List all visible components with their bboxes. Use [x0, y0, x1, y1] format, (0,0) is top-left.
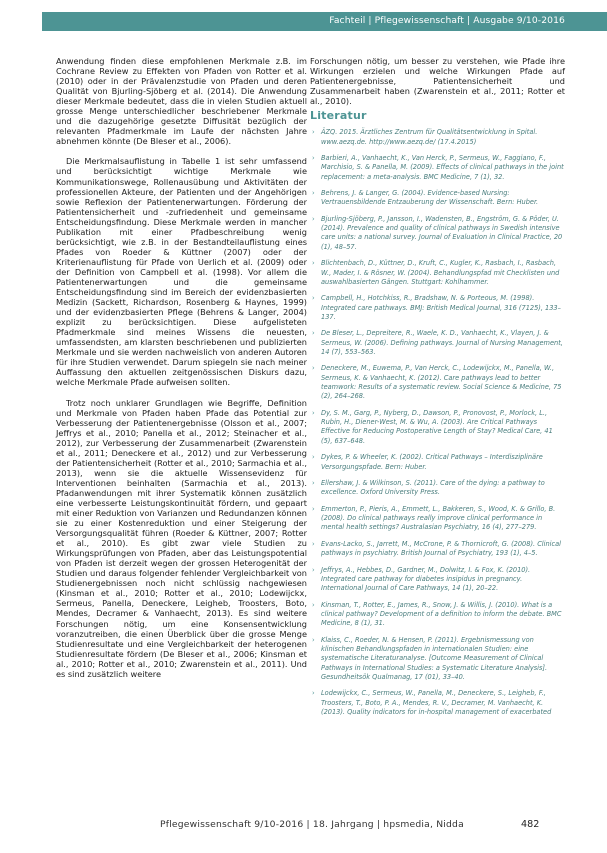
reference-item [310, 540, 565, 559]
reference-item [310, 128, 565, 147]
body-paragraph: Forschungen nötig, um besser zu verstehen, wie Pfade ihre Wirkungen erzielen und welche Wirkungen Pfade auf Patientenergebnisse, Patientensicherheit und Zusammenarbeit haben (Zwarenstein et al., 2011; Rotter et al., 2010). [310, 56, 565, 107]
bullet-icon: › [312, 214, 315, 223]
bullet-icon: › [312, 453, 315, 462]
reference-item [310, 636, 565, 682]
reference-item [310, 689, 565, 717]
reference-item [310, 601, 565, 629]
bullet-icon: › [312, 689, 315, 698]
bullet-icon: › [312, 294, 315, 303]
left-column [56, 56, 307, 689]
section-heading-literatur: Literatur [310, 109, 367, 123]
bullet-icon: › [312, 364, 315, 373]
reference-text: Dykes, P. & Wheeler, K. (2002). Critical Pathways – Interdisziplinäre Versorgungspfade. Bern: Huber. [321, 453, 543, 471]
bullet-icon: › [312, 479, 315, 488]
body-paragraph: Trotz noch unklarer Grundlagen wie Begriffe, Definition und Merkmale von Pfaden haben Pfade das Potential zur Verbesserung der Patientenergebnisse (Olsson et al., 2007; Jeffrys et al., 2010; Panella et al., 2012; Steinacher et al., 2012), zur Verbesserung der Zusammenarbeit (Zwarenstein et al., 2011; Deneckere et al., 2012) und zur Verbesserung der Patientensicherheit (Rotter et al., 2010; Sarmachia et al., 2013), wenn sie die aktuelle Wissensevidenz für Interventionen beinhalten (Sarmachia et al., 2013). Pfadanwendungen mit ihrer Systematik können zusätzlich eine verbesserte Leistungskontinuität fördern, und gepaart mit einer Reduktion von Varianzen und Redundanzen können sie zu einer Kostenreduktion und einer Steigerung der Versorgungsqualität führen (Roeder & Küttner, 2007; Rotter et al., 2010). Es gibt zwar viele Studien zu Wirkungsprüfungen von Pfaden, aber das Leistungspotential von Pfaden ist derzeit wegen der grossen Heterogenität der Studien und daraus folgender fehlender Vergleichbarkeit von Studienergebnissen noch nicht schlüssig nachgewiesen (Kinsman et al., 2010; Rotter et al., 2010; Lodewijckx, Sermeus, Panella, Deneckere, Leigheb, Troosters, Boto, Mendes, Decramer & Vanhaecht, 2013). Es sind weitere Forschungen nötig, um eine Konsensentwicklung voranzutreiben, die einen Überblick über die grosse Menge Studienresultate und eine Vergleichbarkeit der heterogenen Studienresultate fördern (De Bleser et al., 2006; Kinsman et al., 2010; Rotter et al., 2010; Zwarenstein et al., 2011). Und es sind zusätzlich weitere [56, 397, 307, 679]
bullet-icon: › [312, 565, 315, 574]
reference-text: Klaiss, C., Roeder, N. & Hensen, P. (2011). Ergebnismessung von klinischen Behandlungspfaden in internationalen Studien: eine systematische Literaturanalyse. [Outcome Measurement of Clinical Pathways in International Studies: a Systematic Literature Analysis]. Gesundheitsök Qualmanag, 17 (01), 33–40. [321, 635, 548, 681]
reference-text: Deneckere, M., Euwema, P., Van Herck, C., Lodewijckx, M., Panella, W., Sermeus, K. & Vanhaecht, K. (2012). Care pathways lead to better teamwork: Results of a systematic review. Social Science & Medicine, 75 (2), 264–268. [321, 364, 562, 401]
bullet-icon: › [312, 635, 315, 644]
reference-text: Emmerton, P., Pieris, A., Emmett, L., Bakkeren, S., Wood, K. & Grillo, B. (2008). Do clinical pathways really improve clinical performance in mental health settings? Australasian Psychiatry, 16 (4), 277–279. [321, 504, 556, 532]
reference-item [310, 479, 565, 498]
body-paragraph: Die Merkmalsauflistung in Tabelle 1 ist sehr umfassend und berücksichtigt wichtige Merkmale wie Kommunikationswege, Rollenausübung und Aktivitäten der professionellen Akteure, der Patienten und der Angehörigen sowie Reflexion der Patientenerwartungen. Förderung der Patientensicherheit und -zufriedenheit und gemeinsame Entscheidungsfindung. Diese Merkmale werden in mancher Publikation mit einer Pfadbeschreibung wenig berücksichtigt, wie z.B. in der Bestandteilauflistung eines Pfades von Roeder & Küttner (2007) oder der Kriterienauflistung für Pfade von Uerlich et al. (2009) oder der Definition von Campbell et al. (1998). Vor allem die Patientenerwartungen und die gemeinsame Entscheidungsfindung sind im Bereich der evidenzbasierten Medizin (Sackett, Richardson, Rosenberg & Haynes, 1999) und der evidenzbasierten Pflege (Behrens & Langer, 2004) explizit zu berücksichtigen. Diese aufgelisteten Pfadmerkmale sind meines Wissens die neuesten, umfassendsten, am klarsten beschriebenen und publizierten Merkmale und sie werden nachweislich von anderen Autoren für ihre Studien verwendet. Darum spiegeln sie nach meiner Auffassung den aktuellen zeitgenössischen Diskurs dazu, welche Merkmale Pfade aufweisen sollten. [56, 156, 307, 388]
reference-item [310, 505, 565, 533]
footer-publication: Pflegewissenschaft 9/10-2016 | 18. Jahrgang | hpsmedia, Nidda [160, 819, 464, 830]
reference-item [310, 329, 565, 357]
reference-text: Lodewijckx, C., Sermeus, W., Panella, M., Deneckere, S., Leigheb, F., Troosters, T., Boto, P. A., Mendes, R. V., Decramer, M. Vanhaecht, K. (2013). Quality indicators for in-hospital management of exacerbated [321, 689, 552, 717]
reference-text: ÄZQ. 2015. Ärztliches Zentrum für Qualitätsentwicklung in Spital. www.aezq.de. http://www.aezq.de/ (17.4.2015) [321, 128, 538, 146]
bullet-icon: › [312, 408, 315, 417]
reference-text: Jeffrys, A., Hebbes, D., Gardner, M., Dolwitz, I. & Fox, K. (2010). Integrated care pathway for diabetes insipidus in pregnancy. International Journal of Care Pathways, 14 (1), 20–22. [321, 565, 531, 593]
reference-item [310, 409, 565, 446]
bullet-icon: › [312, 154, 315, 163]
reference-text: Barbieri, A., Vanhaecht, K., Van Herck, P., Sermeus, W., Faggiano, F., Marchisio, S. & Panella, M. (2009). Effects of clinical pathways in the joint replacement: a meta-analysis. BMC Medicine, 7 (1), 32. [321, 154, 564, 181]
right-column [310, 56, 565, 725]
reference-text: De Bleser, L., Depreitere, R., Waele, K. D., Vanhaecht, K., Vlayen, J. & Sermeus, W. (2006). Defining pathways. Journal of Nursing Management, 14 (7), 553–563. [321, 329, 563, 356]
reference-item [310, 364, 565, 401]
reference-text: Campbell, H., Hotchkiss, R., Bradshaw, N. & Porteous, M. (1998). Integrated care pathways. BMJ: British Medical Journal, 316 (7125), 133–137. [321, 294, 561, 321]
reference-text: Blichtenbach, D., Küttner, D., Kruft, C., Kugler, K., Rasbach, I., Rasbach, W., Mader, I. & Rösner, W. (2004). Behandlungspfad mit Checklisten und auswahlbasierten Gängen. Stuttgart: Kohlhammer. [321, 259, 560, 286]
page-footer [0, 813, 607, 837]
reference-text: Evans-Lacko, S., Jarrett, M., McCrone, P. & Thornicroft, G. (2008). Clinical pathways in psychiatry. British Journal of Psychiatry, 193 (1), 4–5. [321, 539, 561, 558]
bullet-icon: › [312, 539, 315, 548]
body-paragraph: Anwendung finden diese empfohlenen Merkmale z.B. im Cochrane Review zu Effekten von Pfaden von Rotter et al. (2010) oder in der Prävalenzstudie von Pfaden und deren Qualität von Bjurling-Sjöberg et al. (2014). Die Anwendung dieser Merkmale bedeutet, dass die in vielen Studien aktuell grosse Menge unterschiedlicher beschriebener Merkmale und die dazugehörige gesetzte Diffusität bezüglich der relevanten Pfadmerkmale im Laufe der nächsten Jahre abnehmen könnte (De Bleser et al., 2006). [56, 56, 307, 147]
bullet-icon: › [312, 504, 315, 513]
reference-text: Ellershaw, J. & Wilkinson, S. (2011). Care of the dying: a pathway to excellence. Oxford University Press. [321, 479, 545, 497]
reference-item [310, 294, 565, 322]
reference-text: Kinsman, T., Rotter, E., James, R., Snow, J. & Willis, J. (2010). What is a clinical pathway? Development of a definition to inform the debate. BMC Medicine, 8 (1), 31. [321, 600, 562, 628]
reference-text: Dy, S. M., Garg, P., Nyberg, D., Dawson, P., Pronovost, P., Morlock, L., Rubin, H., Diener-West, M. & Wu, A. (2003). Are Critical Pathways Effective for Reducing Postoperative Length of Stay? Medical Care, 41 (5), 637–648. [321, 408, 553, 445]
bullet-icon: › [312, 600, 315, 609]
reference-item [310, 215, 565, 252]
bullet-icon: › [312, 128, 315, 137]
reference-text: Behrens, J. & Langer, G. (2004). Evidence-based Nursing: Vertrauensbildende Entzauberung der Wissenschaft. Bern: Huber. [321, 189, 539, 207]
reference-item [310, 566, 565, 594]
reference-item [310, 453, 565, 472]
reference-item [310, 154, 565, 182]
page-header [0, 0, 607, 37]
header-title: Fachteil | Pflegewissenschaft | Ausgabe 9/10-2016 [329, 15, 565, 26]
reference-list [310, 128, 565, 717]
bullet-icon: › [312, 259, 315, 268]
reference-text: Bjurling-Sjöberg, P., Jansson, I., Wadensten, B., Engström, G. & Pöder, U. (2014). Prevalence and quality of clinical pathways in Swedish intensive care units: a national survey. Journal of Evaluation in Clinical Practice, 20 (1), 48–57. [321, 214, 563, 251]
reference-item [310, 259, 565, 287]
reference-item [310, 189, 565, 208]
page-number: 482 [521, 819, 540, 830]
bullet-icon: › [312, 329, 315, 338]
bullet-icon: › [312, 189, 315, 198]
